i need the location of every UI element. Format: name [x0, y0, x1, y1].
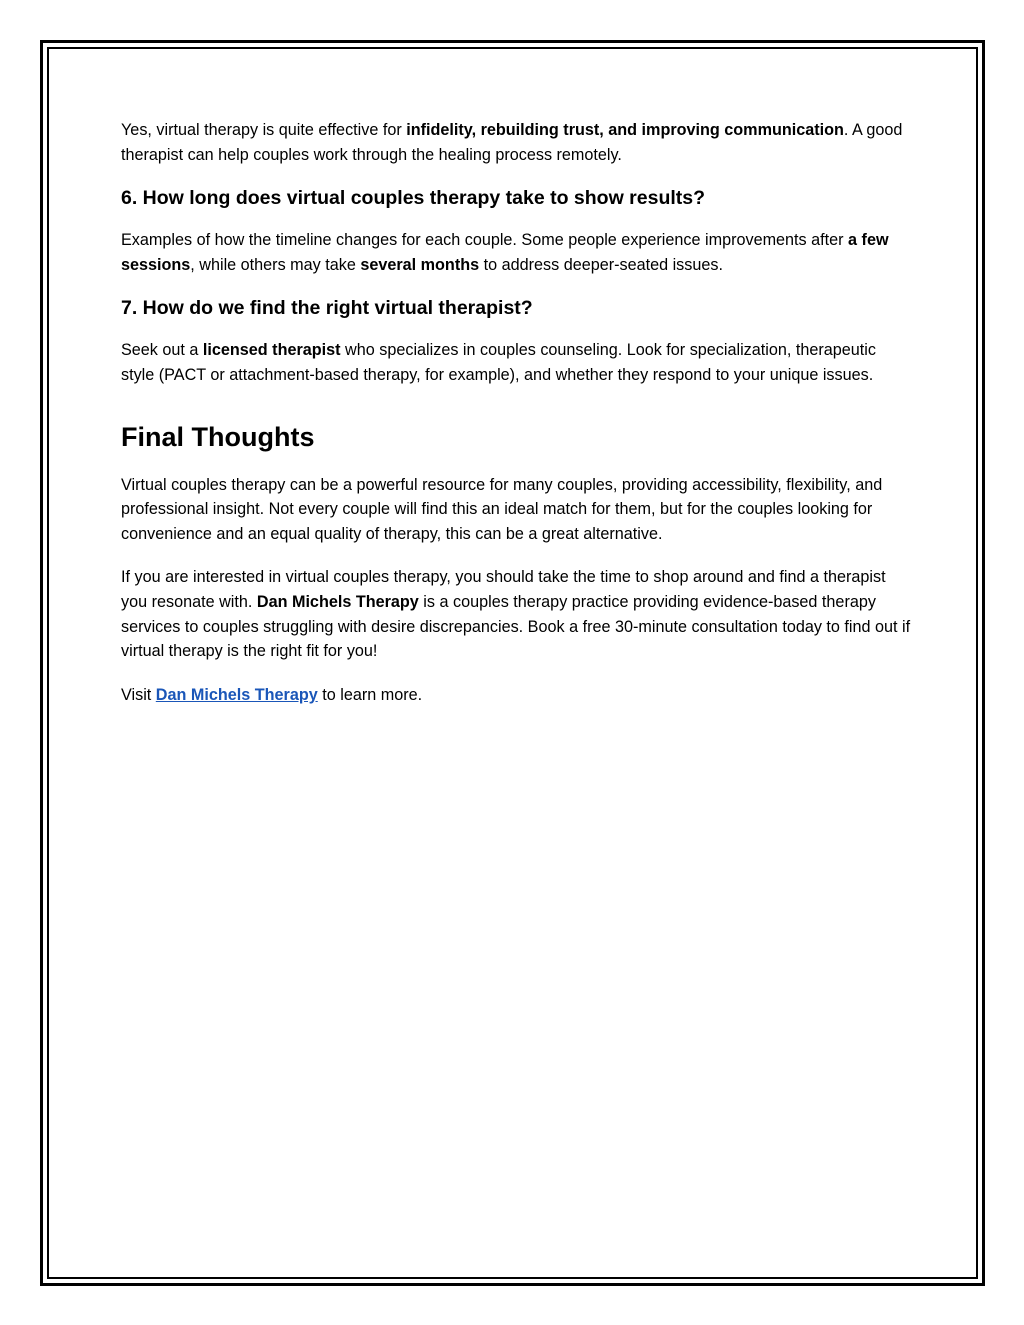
answer-6-paragraph — [121, 228, 911, 277]
answer-7-paragraph — [121, 338, 911, 387]
final-thoughts-heading: Final Thoughts — [121, 421, 315, 452]
visit-paragraph — [121, 683, 911, 708]
dan-michels-therapy-link[interactable]: Dan Michels Therapy — [155, 685, 318, 704]
bold-run: Dan Michels Therapy — [256, 592, 419, 611]
question-6-heading: 6. How long does virtual couples therapy take to show results? — [121, 187, 706, 210]
final-paragraph-1: Virtual couples therapy can be a powerful resource for many couples, providing accessibility, flexibility, and professional insight. Not every couple will find this an ideal match for them, but for the couples looking for convenience and an equal quality of therapy, this can be a great alternative. — [121, 475, 883, 543]
question-7-heading: 7. How do we find the right virtual therapist? — [121, 297, 533, 320]
text-run: is a couples therapy practice providing evidence-based therapy services to couples struggling with desire discrepancies. Book a free 30-minute consultation today to find out if virtual therapy is the right fit for you! — [121, 592, 911, 661]
final-paragraph-2 — [121, 565, 911, 663]
text-run: to learn more. — [317, 685, 423, 704]
text-run: Seek out a — [121, 341, 203, 360]
text-run: If you are interested in virtual couples therapy, you should take the time to shop around and find a therapist you resonate with. — [121, 568, 886, 611]
text-run: , while others may take — [190, 255, 361, 274]
text-run: . A good therapist can help couples work through the healing process remotely. — [121, 121, 903, 164]
text-run: who specializes in couples counseling. Look for specialization, therapeutic style (PACT or attachment-based therapy, for example), and whether they respond to your unique issues. — [121, 341, 876, 384]
text-run: Yes, virtual therapy is quite effective for — [121, 121, 407, 139]
bold-run: several months — [360, 255, 480, 274]
bold-run: a few sessions — [121, 231, 889, 274]
bold-run: licensed therapist — [202, 341, 341, 360]
text-run: Visit — [121, 685, 156, 704]
document-body — [121, 118, 911, 707]
bold-run: infidelity, rebuilding trust, and improving communication — [406, 121, 844, 139]
intro-paragraph — [121, 118, 911, 167]
text-run: to address deeper-seated issues. — [479, 255, 723, 274]
text-run: Examples of how the timeline changes for each couple. Some people experience improvements after — [121, 231, 849, 250]
